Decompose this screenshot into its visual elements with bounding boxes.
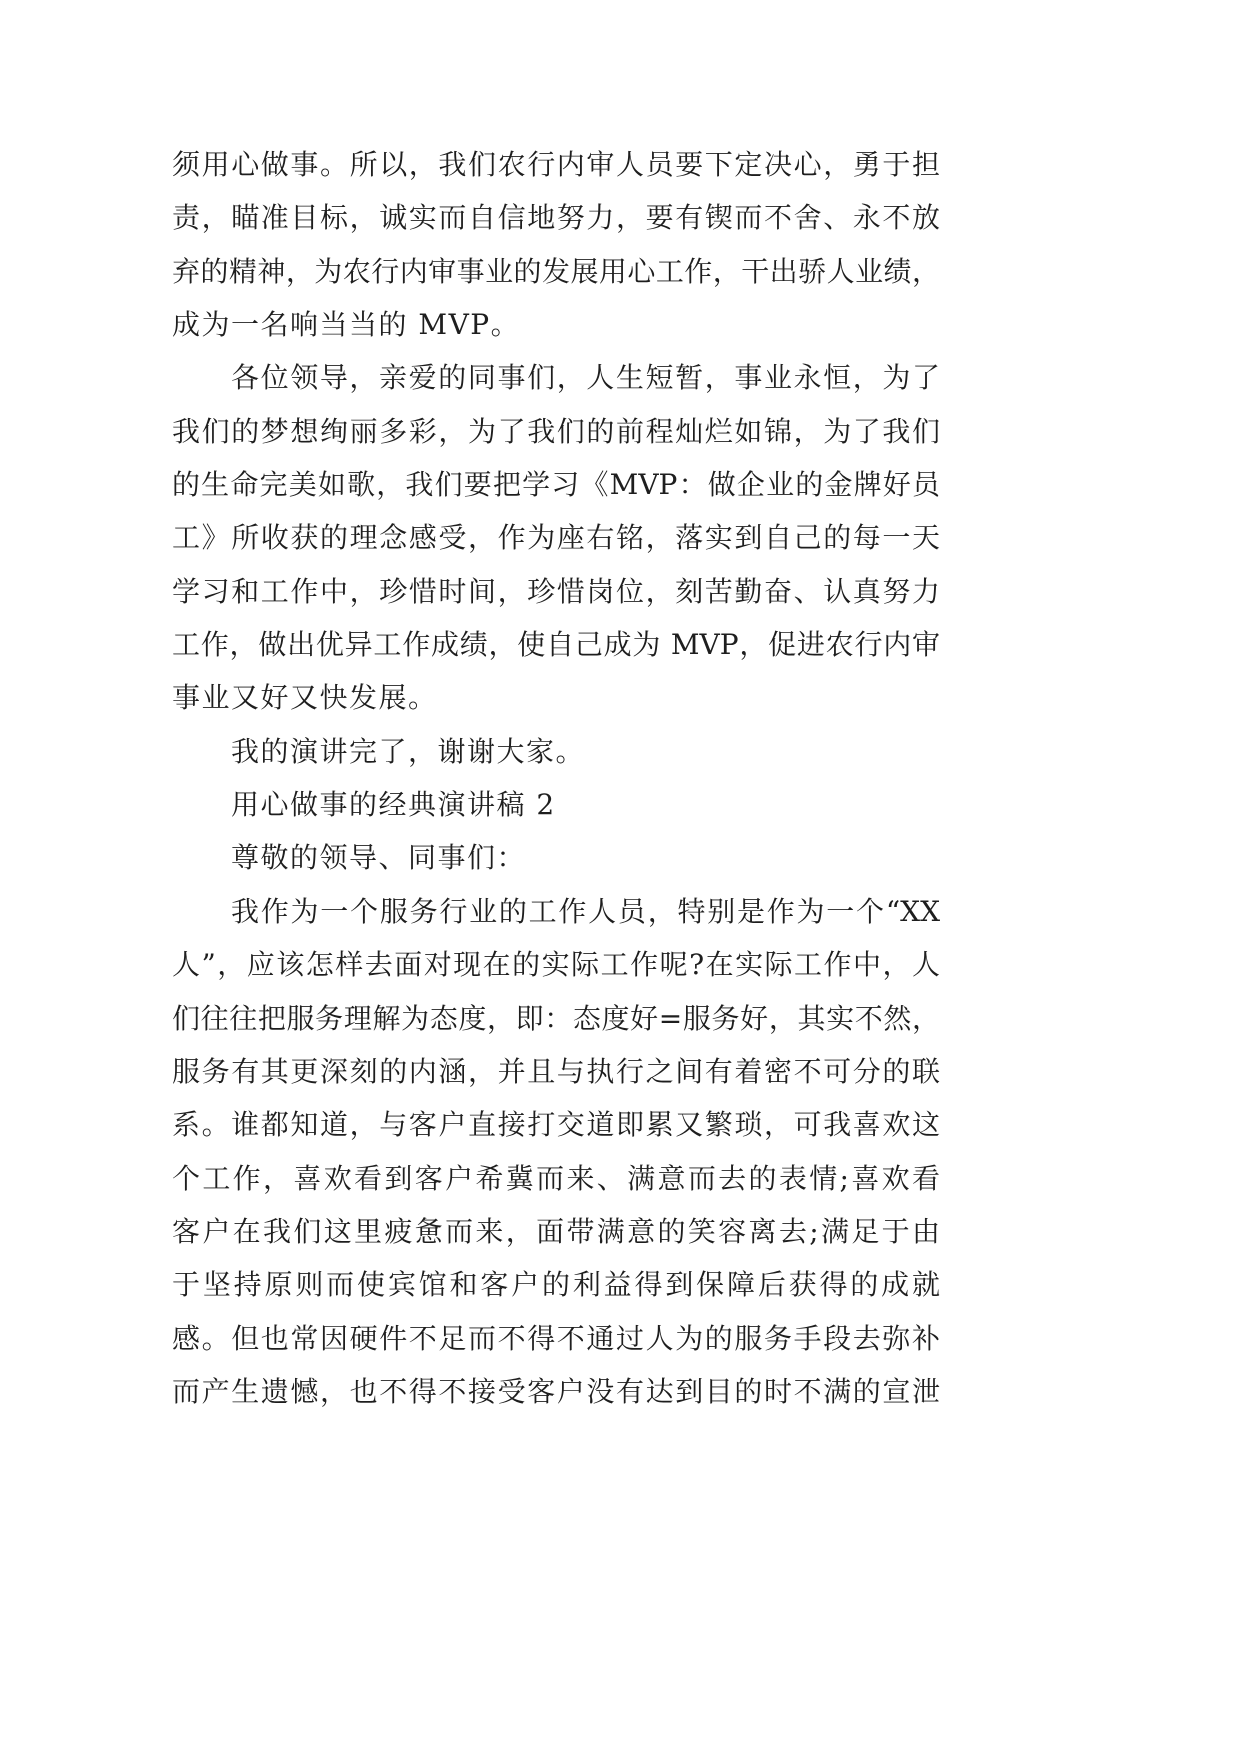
text-line: 责，瞄准目标，诚实而自信地努力，要有锲而不舍、永不放 bbox=[172, 201, 940, 235]
text-line: 尊敬的领导、同事们： bbox=[231, 841, 527, 875]
text-line: 感。但也常因硬件不足而不得不通过人为的服务手段去弥补 bbox=[172, 1321, 940, 1355]
document-body bbox=[172, 138, 940, 1418]
text-line: 服务有其更深刻的内涵，并且与执行之间有着密不可分的联 bbox=[172, 1054, 940, 1088]
text-line: 工作，做出优异工作成绩，使自己成为 MVP，促进农行内审 bbox=[172, 628, 940, 662]
paragraph bbox=[172, 351, 940, 724]
text-line: 于坚持原则而使宾馆和客户的利益得到保障后获得的成就 bbox=[172, 1268, 940, 1302]
text-line: 各位领导，亲爱的同事们，人生短暂，事业永恒，为了 bbox=[231, 361, 940, 395]
text-line: 客户在我们这里疲惫而来，面带满意的笑容离去;满足于由 bbox=[172, 1214, 940, 1248]
text-line: 我作为一个服务行业的工作人员，特别是作为一个“XX bbox=[231, 894, 940, 928]
text-line: 们往往把服务理解为态度，即：态度好=服务好，其实不然， bbox=[172, 1001, 940, 1035]
text-line: 个工作，喜欢看到客户希冀而来、满意而去的表情;喜欢看 bbox=[172, 1161, 940, 1195]
text-line: 工》所收获的理念感受，作为座右铭，落实到自己的每一天 bbox=[172, 521, 940, 555]
text-line: 系。谁都知道，与客户直接打交道即累又繁琐，可我喜欢这 bbox=[172, 1108, 940, 1142]
paragraph bbox=[172, 725, 940, 778]
salutation bbox=[172, 831, 940, 884]
text-line: 成为一名响当当的 MVP。 bbox=[172, 308, 521, 342]
text-line: 我们的梦想绚丽多彩，为了我们的前程灿烂如锦，为了我们 bbox=[172, 414, 940, 448]
text-line: 须用心做事。所以，我们农行内审人员要下定决心，勇于担 bbox=[172, 148, 940, 181]
text-line: 事业又好又快发展。 bbox=[172, 681, 438, 715]
text-line: 而产生遗憾，也不得不接受客户没有达到目的时不满的宣泄 bbox=[172, 1374, 940, 1408]
text-line: 学习和工作中，珍惜时间，珍惜岗位，刻苦勤奋、认真努力 bbox=[172, 574, 940, 608]
text-line: 的生命完美如歌，我们要把学习《MVP：做企业的金牌好员 bbox=[172, 468, 940, 502]
text-line: 用心做事的经典演讲稿 2 bbox=[231, 788, 556, 822]
paragraph bbox=[172, 138, 940, 351]
paragraph bbox=[172, 885, 940, 1418]
section-title bbox=[172, 778, 940, 831]
text-line: 人”，应该怎样去面对现在的实际工作呢?在实际工作中，人 bbox=[172, 948, 940, 982]
text-line: 我的演讲完了，谢谢大家。 bbox=[231, 734, 586, 768]
text-line: 弃的精神，为农行内审事业的发展用心工作，干出骄人业绩， bbox=[172, 254, 940, 288]
